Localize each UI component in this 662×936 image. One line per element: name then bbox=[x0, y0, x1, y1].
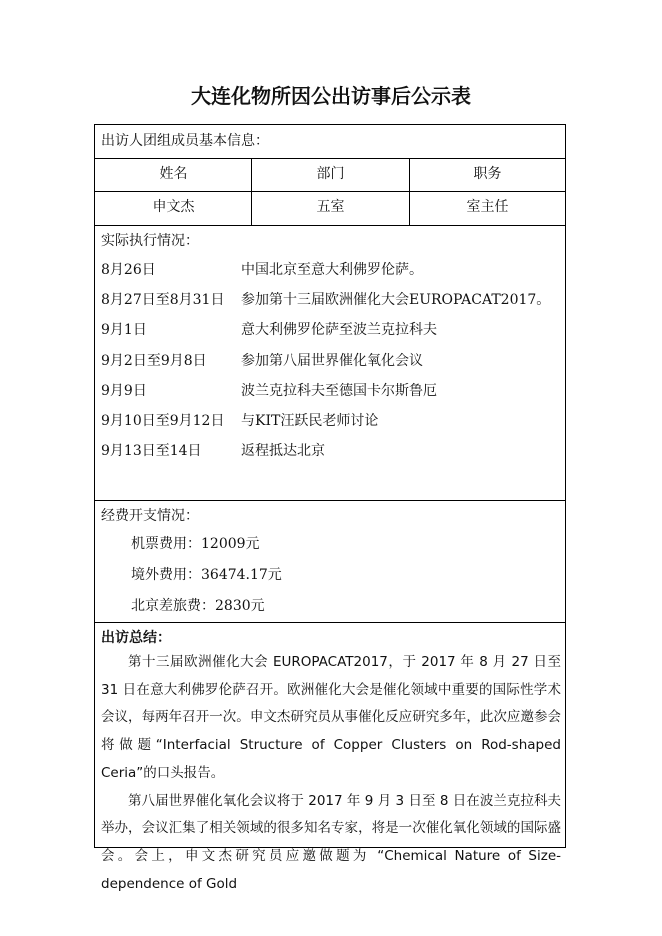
disclosure-table bbox=[94, 124, 566, 892]
itinerary-activity: 参加第八届世界催化氧化会议 bbox=[241, 352, 423, 369]
itinerary-activity: 与KIT汪跃民老师讨论 bbox=[241, 413, 379, 429]
header-position: 职务 bbox=[473, 166, 502, 182]
summary-label: 出访总结： bbox=[101, 630, 171, 646]
divider bbox=[95, 158, 565, 159]
divider bbox=[95, 225, 565, 226]
expenses-label: 经费开支情况： bbox=[101, 508, 199, 524]
summary-paragraph: 第十三届欧洲催化大会 EUROPACAT2017，于 2017 年 8 月 27 日至 31 日在意大利佛罗伦萨召开。欧洲催化大会是催化领域中重要的国际性学术会议，每两年召开一次。申文杰研究员从事催化反应研究多年，此次应邀参会将做题“Interfacial Structure of Copper Clusters on Rod-shaped Ceria”的口头报告。 bbox=[101, 654, 561, 781]
page-title: 大连化物所因公出访事后公示表 bbox=[191, 84, 471, 108]
summary-body bbox=[101, 649, 561, 892]
expense-item: 机票费用：12009元 bbox=[131, 536, 260, 552]
itinerary-date: 8月26日 bbox=[101, 262, 156, 278]
itinerary-date: 9月2日至9月8日 bbox=[101, 352, 207, 369]
itinerary-date: 9月13日至14日 bbox=[101, 443, 202, 460]
itinerary-activity: 返程抵达北京 bbox=[241, 443, 325, 460]
itinerary-activity: 参加第十三届欧洲催化大会EUROPACAT2017。 bbox=[241, 292, 551, 309]
itinerary-activity: 波兰克拉科夫至德国卡尔斯鲁厄 bbox=[241, 382, 437, 399]
divider bbox=[95, 500, 565, 501]
itinerary-activity: 中国北京至意大利佛罗伦萨。 bbox=[241, 262, 423, 278]
cell-dept: 五室 bbox=[316, 199, 345, 215]
itinerary-date: 9月9日 bbox=[101, 382, 147, 399]
cell-position: 室主任 bbox=[466, 199, 509, 215]
itinerary-activity: 意大利佛罗伦萨至波兰克拉科夫 bbox=[241, 322, 437, 339]
summary-paragraph: 第八届世界催化氧化会议将于 2017 年 9 月 3 日至 8 日在波兰克拉科夫举办，会议汇集了相关领域的很多知名专家，将是一次催化氧化领域的国际盛会。会上，申文杰研究员应邀做题为 “Chemical Nature of Size-dependence of Gold bbox=[101, 792, 561, 892]
header-dept: 部门 bbox=[316, 166, 345, 182]
cell-name: 申文杰 bbox=[152, 199, 195, 215]
expense-item: 北京差旅费：2830元 bbox=[131, 598, 265, 614]
divider bbox=[95, 191, 565, 192]
expense-item: 境外费用：36474.17元 bbox=[131, 567, 282, 583]
divider bbox=[95, 622, 565, 623]
members-label: 出访人团组成员基本信息： bbox=[101, 133, 269, 149]
itinerary-label: 实际执行情况： bbox=[101, 233, 199, 249]
itinerary-date: 9月10日至9月12日 bbox=[101, 413, 225, 429]
header-name: 姓名 bbox=[159, 166, 188, 182]
itinerary-date: 8月27日至8月31日 bbox=[101, 292, 225, 309]
itinerary-date: 9月1日 bbox=[101, 322, 147, 339]
